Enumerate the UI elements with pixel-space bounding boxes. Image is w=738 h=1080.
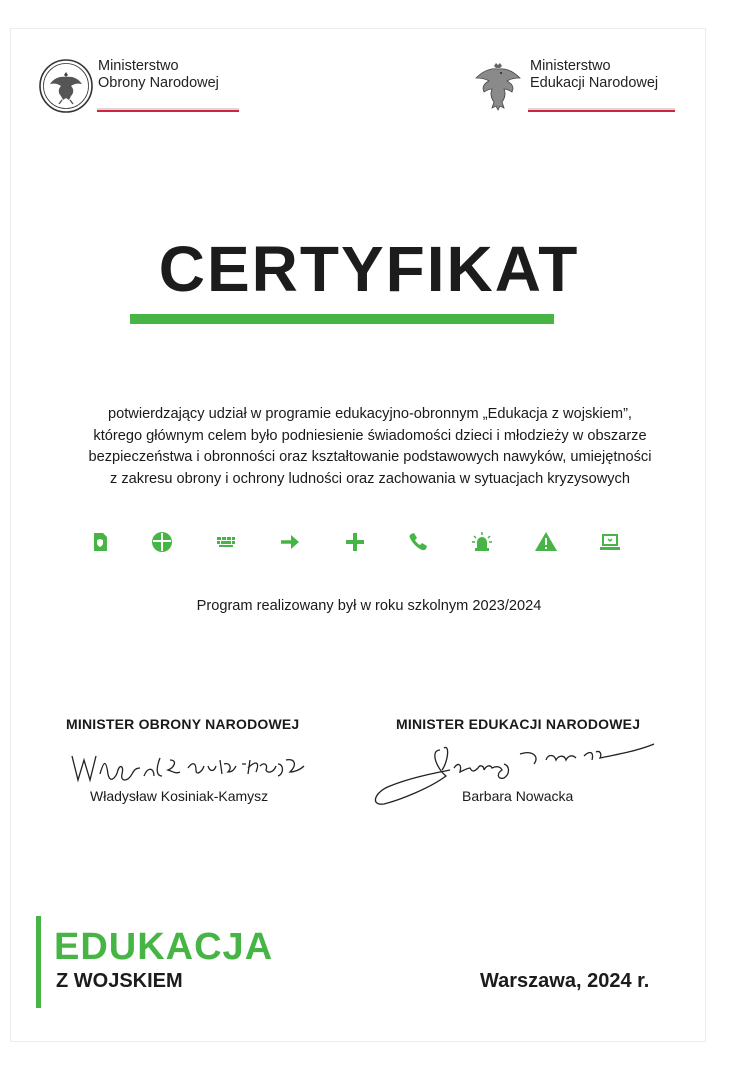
document-shield-icon xyxy=(88,530,112,554)
description-line: potwierdzający udział w programie edukacyjno-obronnym „Edukacja z wojskiem”, xyxy=(108,406,632,422)
certificate-title: CERTYFIKAT xyxy=(158,233,580,305)
description-line: którego głównym celem było podniesienie świadomości dzieci i młodzieży w obszarze xyxy=(93,427,647,444)
brand-accent-bar xyxy=(36,916,41,1008)
right-signatory-name: Barbara Nowacka xyxy=(462,788,574,804)
program-year-text: Program realizowany był w roku szkolnym 2023/2024 xyxy=(196,598,542,614)
brand-title: EDUKACJA xyxy=(54,926,274,968)
men-logo-line1: Ministerstwo xyxy=(530,58,611,74)
left-signatory-title: MINISTER OBRONY NARODOWEJ xyxy=(66,716,300,732)
mon-logo-line2: Obrony Narodowej xyxy=(98,75,219,91)
mon-logo xyxy=(38,58,219,114)
eagle-emblem-icon xyxy=(470,58,526,114)
phone-icon xyxy=(406,530,430,554)
description-line: bezpieczeństwa i obronności oraz kształtowanie podstawowych nawyków, umiejętności xyxy=(88,449,652,465)
men-logo xyxy=(470,58,658,114)
warning-icon xyxy=(534,530,558,554)
military-eagle-emblem-icon xyxy=(38,58,94,114)
title-underline xyxy=(130,314,554,324)
brand-subtitle: Z WOJSKIEM xyxy=(56,970,183,992)
men-flag-stripe xyxy=(528,108,675,112)
left-signature-icon xyxy=(70,746,310,786)
right-signatory-title: MINISTER EDUKACJI NARODOWEJ xyxy=(396,716,641,732)
shield-icon xyxy=(150,530,174,554)
mon-flag-stripe xyxy=(97,108,239,112)
laptop-icon xyxy=(598,530,622,554)
mon-logo-line1: Ministerstwo xyxy=(98,58,179,74)
alarm-bell-icon xyxy=(470,530,494,554)
arrow-right-icon xyxy=(278,530,302,554)
topic-icons-row xyxy=(80,530,650,556)
plus-icon xyxy=(343,530,367,554)
men-logo-line2: Edukacji Narodowej xyxy=(530,75,659,91)
left-signatory-name: Władysław Kosiniak-Kamysz xyxy=(90,788,269,804)
description-line: z zakresu obrony i ochrony ludności oraz zachowania w sytuacjach kryzysowych xyxy=(110,470,630,487)
place-and-date: Warszawa, 2024 r. xyxy=(480,970,650,992)
certificate-description xyxy=(30,404,710,490)
keyboard-icon xyxy=(214,530,238,554)
